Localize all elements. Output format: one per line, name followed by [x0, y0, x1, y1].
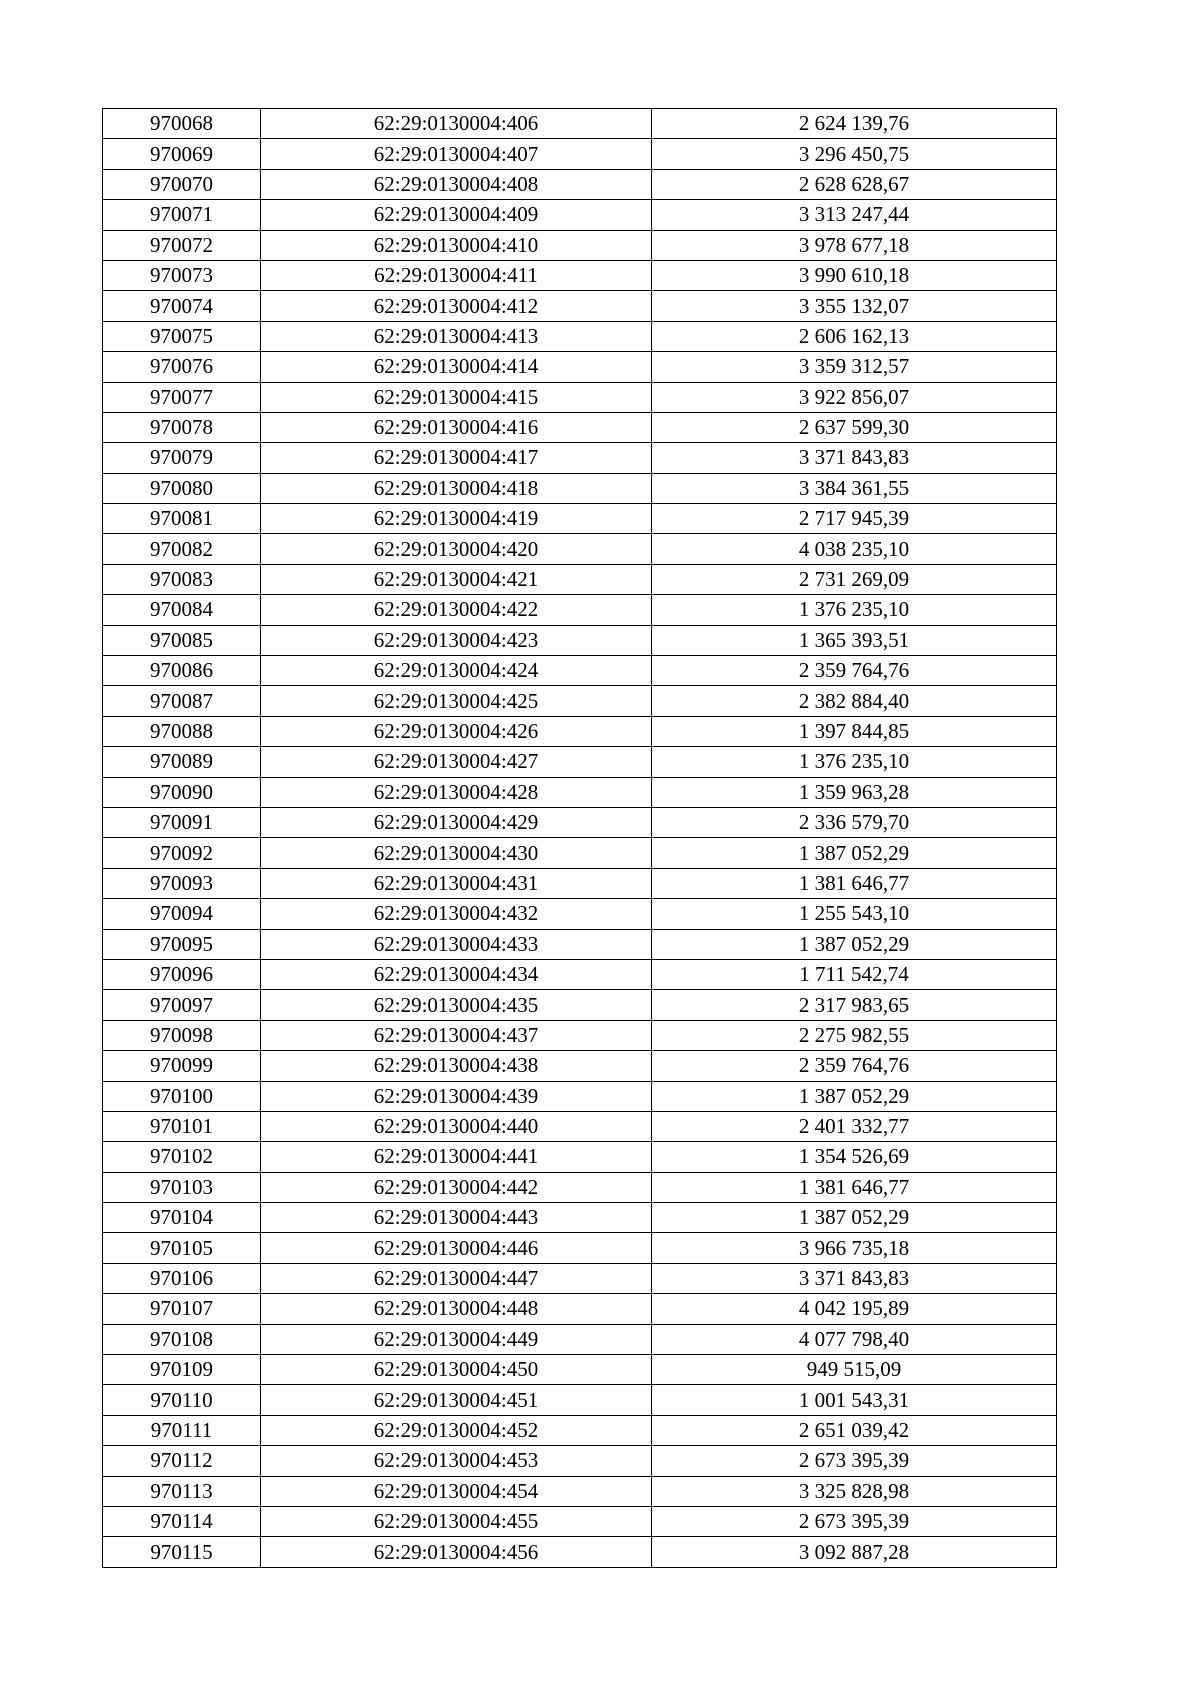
cadastral-value-cell: 2 359 764,76 [652, 1051, 1057, 1081]
cadastral-number-cell: 62:29:0130004:420 [261, 534, 652, 564]
table-row [103, 1051, 1057, 1081]
cadastral-value-cell: 2 606 162,13 [652, 321, 1057, 351]
cadastral-number-cell: 62:29:0130004:426 [261, 716, 652, 746]
cadastral-number-cell: 62:29:0130004:412 [261, 291, 652, 321]
cadastral-value-cell: 3 990 610,18 [652, 260, 1057, 290]
cadastral-number-cell: 62:29:0130004:423 [261, 625, 652, 655]
cadastral-value-cell: 1 359 963,28 [652, 777, 1057, 807]
row-number-cell: 970090 [103, 777, 261, 807]
cadastral-number-cell: 62:29:0130004:430 [261, 838, 652, 868]
cadastral-value-cell: 3 371 843,83 [652, 1263, 1057, 1293]
cadastral-value-cell: 2 717 945,39 [652, 504, 1057, 534]
cadastral-value-cell: 1 711 542,74 [652, 959, 1057, 989]
row-number-cell: 970115 [103, 1537, 261, 1567]
cadastral-number-cell: 62:29:0130004:437 [261, 1020, 652, 1050]
cadastral-value-table [102, 108, 1057, 1568]
table-row [103, 868, 1057, 898]
table-body [103, 109, 1057, 1568]
table-row [103, 200, 1057, 230]
table-row [103, 899, 1057, 929]
cadastral-number-cell: 62:29:0130004:407 [261, 139, 652, 169]
table-row [103, 169, 1057, 199]
cadastral-number-cell: 62:29:0130004:443 [261, 1203, 652, 1233]
cadastral-value-cell: 2 275 982,55 [652, 1020, 1057, 1050]
row-number-cell: 970112 [103, 1446, 261, 1476]
cadastral-number-cell: 62:29:0130004:409 [261, 200, 652, 230]
row-number-cell: 970079 [103, 443, 261, 473]
cadastral-number-cell: 62:29:0130004:440 [261, 1111, 652, 1141]
row-number-cell: 970106 [103, 1263, 261, 1293]
cadastral-value-cell: 4 077 798,40 [652, 1324, 1057, 1354]
table-row [103, 260, 1057, 290]
cadastral-number-cell: 62:29:0130004:414 [261, 352, 652, 382]
cadastral-number-cell: 62:29:0130004:431 [261, 868, 652, 898]
cadastral-value-cell: 3 384 361,55 [652, 473, 1057, 503]
table-row [103, 1355, 1057, 1385]
cadastral-number-cell: 62:29:0130004:438 [261, 1051, 652, 1081]
cadastral-number-cell: 62:29:0130004:456 [261, 1537, 652, 1567]
row-number-cell: 970069 [103, 139, 261, 169]
cadastral-value-cell: 3 978 677,18 [652, 230, 1057, 260]
cadastral-value-cell: 4 038 235,10 [652, 534, 1057, 564]
table-row [103, 1446, 1057, 1476]
cadastral-number-cell: 62:29:0130004:452 [261, 1415, 652, 1445]
cadastral-value-cell: 3 371 843,83 [652, 443, 1057, 473]
row-number-cell: 970111 [103, 1415, 261, 1445]
cadastral-number-cell: 62:29:0130004:416 [261, 412, 652, 442]
table-row [103, 230, 1057, 260]
table-row [103, 139, 1057, 169]
cadastral-value-cell: 3 355 132,07 [652, 291, 1057, 321]
row-number-cell: 970094 [103, 899, 261, 929]
table-row [103, 1172, 1057, 1202]
table-row [103, 1385, 1057, 1415]
row-number-cell: 970110 [103, 1385, 261, 1415]
cadastral-number-cell: 62:29:0130004:419 [261, 504, 652, 534]
row-number-cell: 970085 [103, 625, 261, 655]
row-number-cell: 970091 [103, 807, 261, 837]
table-row [103, 291, 1057, 321]
table-row [103, 1537, 1057, 1567]
cadastral-number-cell: 62:29:0130004:439 [261, 1081, 652, 1111]
row-number-cell: 970109 [103, 1355, 261, 1385]
cadastral-number-cell: 62:29:0130004:410 [261, 230, 652, 260]
cadastral-value-cell: 3 359 312,57 [652, 352, 1057, 382]
table-row [103, 321, 1057, 351]
cadastral-number-cell: 62:29:0130004:434 [261, 959, 652, 989]
row-number-cell: 970070 [103, 169, 261, 199]
row-number-cell: 970074 [103, 291, 261, 321]
row-number-cell: 970087 [103, 686, 261, 716]
row-number-cell: 970095 [103, 929, 261, 959]
table-row [103, 595, 1057, 625]
table-row [103, 838, 1057, 868]
table-row [103, 473, 1057, 503]
cadastral-number-cell: 62:29:0130004:408 [261, 169, 652, 199]
row-number-cell: 970082 [103, 534, 261, 564]
table-row [103, 443, 1057, 473]
cadastral-number-cell: 62:29:0130004:411 [261, 260, 652, 290]
cadastral-value-cell: 2 637 599,30 [652, 412, 1057, 442]
cadastral-value-cell: 3 966 735,18 [652, 1233, 1057, 1263]
table-row [103, 412, 1057, 442]
table-row [103, 625, 1057, 655]
table-row [103, 686, 1057, 716]
cadastral-value-cell: 2 731 269,09 [652, 564, 1057, 594]
table-row [103, 382, 1057, 412]
cadastral-value-cell: 2 359 764,76 [652, 656, 1057, 686]
cadastral-value-cell: 2 673 395,39 [652, 1446, 1057, 1476]
cadastral-number-cell: 62:29:0130004:447 [261, 1263, 652, 1293]
cadastral-value-cell: 949 515,09 [652, 1355, 1057, 1385]
row-number-cell: 970105 [103, 1233, 261, 1263]
cadastral-number-cell: 62:29:0130004:425 [261, 686, 652, 716]
cadastral-value-cell: 1 376 235,10 [652, 747, 1057, 777]
cadastral-number-cell: 62:29:0130004:454 [261, 1476, 652, 1506]
cadastral-value-cell: 3 922 856,07 [652, 382, 1057, 412]
table-row [103, 1476, 1057, 1506]
cadastral-number-cell: 62:29:0130004:455 [261, 1506, 652, 1536]
cadastral-number-cell: 62:29:0130004:406 [261, 109, 652, 139]
cadastral-number-cell: 62:29:0130004:448 [261, 1294, 652, 1324]
table-row [103, 1142, 1057, 1172]
cadastral-value-cell: 2 401 332,77 [652, 1111, 1057, 1141]
row-number-cell: 970084 [103, 595, 261, 625]
cadastral-value-cell: 1 381 646,77 [652, 1172, 1057, 1202]
table-row [103, 109, 1057, 139]
row-number-cell: 970068 [103, 109, 261, 139]
cadastral-number-cell: 62:29:0130004:418 [261, 473, 652, 503]
table-row [103, 747, 1057, 777]
cadastral-value-cell: 1 001 543,31 [652, 1385, 1057, 1415]
table-row [103, 929, 1057, 959]
cadastral-value-cell: 1 387 052,29 [652, 1081, 1057, 1111]
cadastral-number-cell: 62:29:0130004:449 [261, 1324, 652, 1354]
row-number-cell: 970080 [103, 473, 261, 503]
row-number-cell: 970098 [103, 1020, 261, 1050]
row-number-cell: 970092 [103, 838, 261, 868]
row-number-cell: 970077 [103, 382, 261, 412]
cadastral-number-cell: 62:29:0130004:427 [261, 747, 652, 777]
cadastral-number-cell: 62:29:0130004:421 [261, 564, 652, 594]
cadastral-value-cell: 2 624 139,76 [652, 109, 1057, 139]
row-number-cell: 970102 [103, 1142, 261, 1172]
cadastral-number-cell: 62:29:0130004:429 [261, 807, 652, 837]
table-row [103, 1294, 1057, 1324]
row-number-cell: 970107 [103, 1294, 261, 1324]
cadastral-value-cell: 2 651 039,42 [652, 1415, 1057, 1445]
row-number-cell: 970099 [103, 1051, 261, 1081]
cadastral-number-cell: 62:29:0130004:453 [261, 1446, 652, 1476]
row-number-cell: 970072 [103, 230, 261, 260]
row-number-cell: 970089 [103, 747, 261, 777]
cadastral-value-cell: 4 042 195,89 [652, 1294, 1057, 1324]
cadastral-value-cell: 3 092 887,28 [652, 1537, 1057, 1567]
cadastral-value-cell: 2 317 983,65 [652, 990, 1057, 1020]
row-number-cell: 970071 [103, 200, 261, 230]
row-number-cell: 970076 [103, 352, 261, 382]
cadastral-number-cell: 62:29:0130004:435 [261, 990, 652, 1020]
row-number-cell: 970097 [103, 990, 261, 1020]
row-number-cell: 970081 [103, 504, 261, 534]
cadastral-number-cell: 62:29:0130004:441 [261, 1142, 652, 1172]
row-number-cell: 970108 [103, 1324, 261, 1354]
table-row [103, 1203, 1057, 1233]
table-row [103, 1324, 1057, 1354]
row-number-cell: 970078 [103, 412, 261, 442]
cadastral-number-cell: 62:29:0130004:428 [261, 777, 652, 807]
cadastral-number-cell: 62:29:0130004:415 [261, 382, 652, 412]
table-row [103, 716, 1057, 746]
table-row [103, 564, 1057, 594]
cadastral-number-cell: 62:29:0130004:413 [261, 321, 652, 351]
cadastral-value-cell: 1 365 393,51 [652, 625, 1057, 655]
table-row [103, 807, 1057, 837]
row-number-cell: 970100 [103, 1081, 261, 1111]
cadastral-value-cell: 1 354 526,69 [652, 1142, 1057, 1172]
cadastral-value-cell: 3 325 828,98 [652, 1476, 1057, 1506]
cadastral-value-cell: 1 397 844,85 [652, 716, 1057, 746]
cadastral-value-cell: 1 387 052,29 [652, 1203, 1057, 1233]
row-number-cell: 970073 [103, 260, 261, 290]
row-number-cell: 970086 [103, 656, 261, 686]
table-row [103, 534, 1057, 564]
cadastral-number-cell: 62:29:0130004:417 [261, 443, 652, 473]
cadastral-value-cell: 1 376 235,10 [652, 595, 1057, 625]
table-row [103, 990, 1057, 1020]
table-row [103, 777, 1057, 807]
row-number-cell: 970083 [103, 564, 261, 594]
cadastral-number-cell: 62:29:0130004:451 [261, 1385, 652, 1415]
cadastral-value-cell: 1 387 052,29 [652, 838, 1057, 868]
table-row [103, 352, 1057, 382]
cadastral-value-cell: 1 387 052,29 [652, 929, 1057, 959]
table-row [103, 1111, 1057, 1141]
table-row [103, 1020, 1057, 1050]
cadastral-value-cell: 2 628 628,67 [652, 169, 1057, 199]
table-row [103, 504, 1057, 534]
row-number-cell: 970088 [103, 716, 261, 746]
table-row [103, 1506, 1057, 1536]
cadastral-number-cell: 62:29:0130004:442 [261, 1172, 652, 1202]
cadastral-number-cell: 62:29:0130004:446 [261, 1233, 652, 1263]
cadastral-value-cell: 3 296 450,75 [652, 139, 1057, 169]
cadastral-value-cell: 2 382 884,40 [652, 686, 1057, 716]
table-row [103, 1415, 1057, 1445]
row-number-cell: 970113 [103, 1476, 261, 1506]
row-number-cell: 970104 [103, 1203, 261, 1233]
table-row [103, 656, 1057, 686]
cadastral-number-cell: 62:29:0130004:433 [261, 929, 652, 959]
row-number-cell: 970075 [103, 321, 261, 351]
cadastral-value-cell: 1 255 543,10 [652, 899, 1057, 929]
cadastral-value-cell: 2 336 579,70 [652, 807, 1057, 837]
cadastral-number-cell: 62:29:0130004:432 [261, 899, 652, 929]
table-row [103, 1233, 1057, 1263]
cadastral-value-cell: 1 381 646,77 [652, 868, 1057, 898]
cadastral-number-cell: 62:29:0130004:422 [261, 595, 652, 625]
cadastral-value-cell: 3 313 247,44 [652, 200, 1057, 230]
row-number-cell: 970093 [103, 868, 261, 898]
table-row [103, 959, 1057, 989]
table-row [103, 1081, 1057, 1111]
cadastral-value-cell: 2 673 395,39 [652, 1506, 1057, 1536]
row-number-cell: 970096 [103, 959, 261, 989]
row-number-cell: 970101 [103, 1111, 261, 1141]
row-number-cell: 970114 [103, 1506, 261, 1536]
cadastral-number-cell: 62:29:0130004:450 [261, 1355, 652, 1385]
cadastral-number-cell: 62:29:0130004:424 [261, 656, 652, 686]
table-row [103, 1263, 1057, 1293]
row-number-cell: 970103 [103, 1172, 261, 1202]
